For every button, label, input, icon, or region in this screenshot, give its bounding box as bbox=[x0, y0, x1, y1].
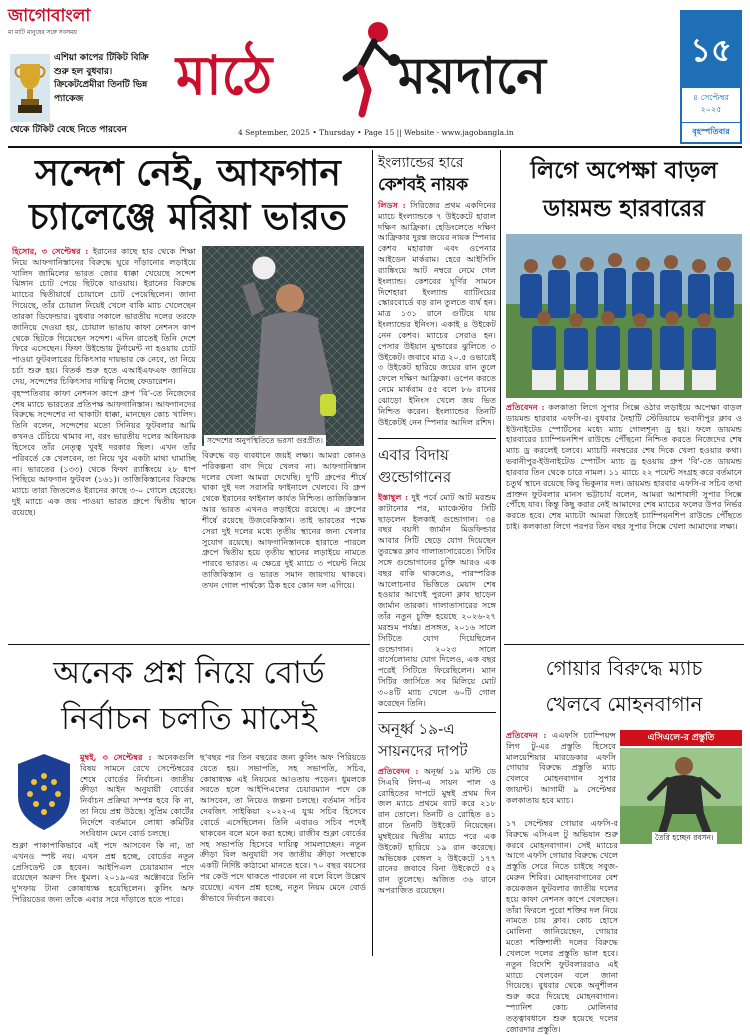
board-body-col1 bbox=[80, 752, 194, 838]
info-line: 4 September, 2025 • Thursday • Page 15 || Website - www.jagobangla.in bbox=[238, 128, 514, 137]
india-body-text: ইরানের কাছে হার থেকে শিক্ষা নিয়ে আফগানিস্তানের বিরুদ্ধে ঘুরে দাঁড়ানোর লড়াইয়ে খালিদ জামিলের ভারত জোর ধাক্কা খেয়েছে সন্দেশ ঝিঙ্গান চোট পেয়ে ছিটকে যাওয়ায়। ইরানের বিরুদ্ধে ম্যাচের দ্বিতীয়ার্ধে চোয়ালে চোট পেয়েছিলেন। জানা গিয়েছে, তাঁর চোয়াল নিয়েই খেলে বাকি ম্যাচ খেলেছেন তারকা ডিফেন্ডার। বুধবার সকালে ভারতীয় দলের তরফে জানিয়ে দেওয়া হয়, চোয়াল ভাঙায় কাফা নেশনস কাপ থেকে ছিটকে গিয়েছেন সন্দেশ। এদিন রাতেই তিনি দেশে ফিরে এসেছেন। ফিফা উইন্ডোয় টুর্নামেন্ট না হওয়ায় চোট পাওয়া ফুটবলারের চিকিৎসার দায়ভার কে নেবে, তা নিয়ে চর্চা শুরু হয়। বিতর্ক শুরু হতে এআইএফএফ জানিয়ে দেয়, সন্দেশের চিকিৎসার দায়িত্ব নিচ্ছে ফেডারেশন। bbox=[12, 246, 196, 386]
gundogan-headline-line1: এবার বিদায় bbox=[378, 446, 449, 464]
section-title bbox=[176, 20, 586, 120]
mohun-dateline: প্রতিবেদন : bbox=[506, 730, 547, 740]
india-goalkeeper-photo bbox=[202, 246, 364, 446]
england-bottom-rule bbox=[378, 438, 496, 439]
u19-headline-line1: অনূর্ধ্ব ১৯-এ bbox=[378, 720, 455, 738]
board-body-col1b: শুক্লা পাকাপাকিভাবে এই পদে আসবেন কি না, তা এখনও স্পষ্ট নয়। এখন প্রশ্ন হচ্ছে, বোর্ডের নতুন প্রেসিডেন্ট কে হবেন। আইপিএল চেয়ারম্যান পদে রয়েছেন অরুণ সিং ধুমল। ২০১৯-এর অক্টোবরে তিনি দু'দফায় টানা কোষাধ্যক্ষ হয়েছিলেন। কুলিং অফ পিরিয়ডের জন্য তাঁকে এবার সরে দাঁড়াতে হতে পারে। bbox=[12, 840, 194, 905]
india-body-col1 bbox=[12, 246, 196, 638]
mohun-badge: এসিএলে-র প্রস্তুতি bbox=[620, 730, 742, 746]
date-text: ৪ সেপ্টেম্বর ২০২৫ bbox=[693, 93, 729, 114]
mohun-body-top bbox=[506, 730, 616, 816]
masthead-rule bbox=[8, 146, 742, 148]
promo-text: এশিয়া কাপের টিকিট বিক্রি শুরু হল বুধবার। ক্রিকেটপ্রেমীরা তিনটি ভিন্ন প্যাকেজ bbox=[54, 53, 149, 104]
date-weekday: বৃহস্পতিবার bbox=[682, 122, 740, 140]
mohun-body-top-text: এএফসি চ্যাম্পিয়ন্স লিগ টু-এর প্রস্তুতি হিসেবে মালয়েশিয়ার মারডেকার এফসি গোয়ার বিরুদ্ধে প্রস্তুতি ম্যাচ খেলবে মোহনবাগান সুপার জায়ান্ট। আগামী ৯ সেপ্টেম্বর কলকাতায় হবে ম্যাচ। bbox=[506, 730, 616, 805]
gundogan-bottom-rule bbox=[378, 712, 496, 713]
england-headline bbox=[378, 152, 496, 198]
england-headline-line1: ইংল্যান্ডের হারে bbox=[378, 155, 464, 171]
mohun-body-continued bbox=[620, 846, 742, 954]
diamond-headline bbox=[504, 152, 744, 230]
promo-bottom: থেকে টিকিট বেছে নিতে পারবেন bbox=[10, 125, 127, 135]
board-headline-line1: অনেক প্রশ্ন নিয়ে বোর্ড bbox=[53, 655, 325, 691]
mohun-headline bbox=[504, 650, 744, 726]
date-box bbox=[680, 10, 742, 144]
u19-body bbox=[378, 766, 496, 954]
diamond-body-text: কলকাতা লিগে সুপার সিক্সে ওঠার লড়াইয়ে অপেক্ষা বাড়ল ডায়মন্ড হারবার এফসি-র। বুধবার নৈহাটি স্টেডিয়ামে ভবানীপুর ক্লাব ও ইউনাইটেড স্পোর্টসের মধ্যে ম্যাচ গোলশূন্য ড্র হয়। ফলে ডায়মন্ড হারবারের চ্যাম্পিয়নশিপ রাউন্ডে পৌঁছনো নিশ্চিত করতে নিজেদের শেষ ম্যাচ ড্র করলেই চলবে। ম্যাচটি নবম্বরের শেষ দিকে খেলা হওয়ার কথা। ভবানীপুর-ইউনাইটেড স্পোর্টস ম্যাচ ড্র হওয়ায় গ্রুপ 'বি'-তে ডায়মন্ড হারবার তিন থেকে চারে নামল। ১১ ম্যাচে ২২ পয়েন্ট সংগ্রহ করে বর্তমানে চতুর্থ স্থানে রয়েছে কিবু ভিকুনার দল। ডায়মন্ড হারবার এফসি-র সচিব তথা প্রাক্তন ফুটবলার মানস ভট্টাচার্য বলেন, আমরা আশাবাদী সুপার সিক্সে পৌঁছে যাব। কিন্তু কিছু করার নেই আমাদের শেষ ম্যাচের ফলের উপর নির্ভর করতে হবে। শেষ ম্যাচটা আমরা জিতেই চ্যাম্পিয়নশিপ রাউন্ডে পৌঁছতে চাই। কলকাতা লিগে পরপর তিন বছর সুপার সিক্সে খেলা আমাদের লক্ষ্য। bbox=[506, 402, 742, 532]
column-divider-left bbox=[372, 150, 373, 956]
mohun-player-photo bbox=[620, 748, 742, 844]
mohun-photo-caption: তৈরি হচ্ছেন রবসন। bbox=[652, 832, 717, 846]
india-body-text-b: বৃহস্পতিবার কাফা নেশনস কাপে গ্রুপ 'বি'-তে নিজেদের শেষ ম্যাচে ভারতের প্রতিপক্ষ আফগানিস্তান। আফগানদের বিরুদ্ধে সন্দেশের না থাকাটা ধাক্কা, মানছেন কোচ খালিদ। তিনি বলেন, সন্দেশের মতো সিনিয়র ফুটবলার আমি কখনও চেঁচিয়ে থামাব না, বরং ভারতীয় দলের অধিনায়ক হিসেবে তাঁর নেতৃত্ব খুবই দরকার ছিল। এখন তাঁর পরিবর্তে কে খেলবেন, তা নিয়ে খুব একটা মাথা ঘামাচ্ছি না। ভারতের (১৩৩) থেকে ফিফা র‍্যাঙ্কিংয়ে ২৮ ধাপ পিছিয়ে আফগান ফুটবল (১৬১)। তাজিকিস্তানের বিরুদ্ধে ম্যাচে তারা জিতলেও ইরানের কাছে ৩-০ গোলে হেরেছে। দুই ম্যাচে এক জয় পাওয়া ভারত গ্রুপে দ্বিতীয় স্থানে রয়েছে। bbox=[12, 387, 196, 517]
india-headline-line2: চ্যালেঞ্জে মরিয়া ভারত bbox=[29, 197, 347, 238]
gundogan-body-text: দুই পর্বে মোট আট মরশুম কাটানোর পর, ম্যাঞ্চেস্টার সিটি ছাড়লেন ইলকাই গুন্ডোগান। ৩৪ বছর বয়সী জার্মান মিডফিল্ডার আবার সিটি ছেড়ে যোগ দিয়েছেন তুরস্কের ক্লাব গালাতাসারেতে। সিটির সঙ্গে গুন্ডোগানের চুক্তি আরও এক বছর বাকি থাকলেও, পারস্পরিক আলোচনার ভিত্তিতে মেয়াদ শেষ হওয়ার আগেই পুরনো ক্লাব ছাড়েন জার্মান তারকা। গালাতাসারের সঙ্গে তাঁর নতুন চুক্তি হয়েছে ২০২৬-২৭ মরশুম পর্যন্ত। প্রসঙ্গত, ২০১৬ সালে সিটিতে যোগ দিয়েছিলেন গুন্ডোগান। ২০২৩ সালে বার্সেলোনায় যোগ দিলেও, এক বছর পরেই সিটিতে ফিরেছিলেন। ম্যান সিটির জার্সিতে সব মিলিয়ে মোট ৩০৪টি ম্যাচ খেলে ৬০টি গোল করেছেন তিনি। bbox=[378, 492, 496, 708]
gundogan-dateline: ইস্তাম্বুল : bbox=[378, 492, 409, 502]
diamond-body bbox=[506, 402, 742, 640]
board-dateline: মুম্বই, ৩ সেপ্টেম্বর : bbox=[80, 752, 152, 762]
board-body-col2: ছ'বছর পর তিন বছরের জন্য কুলিং অফ পিরিয়ডে যেতে হয়। সভাপতি, সহ সভাপতি, সচিব, কোষাধ্যক্ষ এই নিয়মের আওতায় পড়েন। ধুমলকে সরতে হলে আইপিএলের চেয়ারম্যান পদে কে আসবেন, তা নিয়েও জল্পনা চলছে। বর্তমান সচিব দেবজিৎ সাইকিয়া ২০২২-এ যুগ্ম সচিব হিসেবে বোর্ডে এসেছিলেন। তিনি এবারও সচিব পদেই থাকবেন বলে মনে করা হচ্ছে। রাজীব শুক্লা বোর্ডের সহ সভাপতি হিসেবে দায়িত্ব সামলাচ্ছেন। নতুন ক্রীড়া বিল অনুযায়ী সব জাতীয় ক্রীড়া সংস্থাকে একটি নির্দিষ্ট কাঠামো মানতে হবে। ৭০ বছর বয়সের পর কেউ পদে থাকতে পারবেন না বলে বিলে উল্লেখ রয়েছে। এখন প্রশ্ন হচ্ছে, নতুন নিয়ম মেনে বোর্ড কীভাবে নির্বাচন করবে। bbox=[200, 752, 366, 903]
paper-tagline: মা মাটি মানুষের সঙ্গে সবসময় bbox=[8, 29, 77, 36]
diamond-team-photo bbox=[506, 234, 742, 398]
section-title-right: ময়দানে bbox=[398, 47, 546, 105]
gundogan-headline bbox=[378, 444, 496, 490]
india-photo-caption: সন্দেশের অনুপস্থিতিতে ভরসা গুরপ্রীত। bbox=[204, 435, 326, 449]
board-body-text: অনেকগুলি বিষয় সামনে রেখে সেপ্টেম্বরের শেষে বোর্ডের নির্বাচন। জাতীয় ক্রীড়া আইন অনুযায়ী বোর্ডের নির্বাচন প্রক্রিয়া সম্পন্ন হবে কি না, তা নিয়ে প্রশ্ন উঠছে। সুপ্রিম কোর্টের নির্দেশে বর্তমানে লোধা কমিটির সংবিধান মেনে বোর্ড চলছে। bbox=[80, 752, 194, 838]
gundogan-headline-line2: গুন্ডোগানের bbox=[378, 468, 452, 486]
diamond-bottom-rule bbox=[504, 644, 744, 645]
india-bottom-rule bbox=[8, 644, 370, 645]
mohun-body: ১৭ সেপ্টেম্বর গোয়ার এফসি-র বিরুদ্ধে এসিএল টু অভিযান শুরু করবে মোহনবাগান। সেই ম্যাচের আগে এফসি গোয়ার বিরুদ্ধে খেলে প্রস্তুতি সেরে নিতে চাইছে সবুজ-মেরুন শিবির। মোহনবাগানের বেশ কয়েকজন ফুটবলার জাতীয় দলের হয়ে কাফা নেশনস কাপে খেলছেন। তাঁরা ফিরলে পুরো শক্তির দল নিয়ে নামতে চায় ক্লাব। কোচ হোসে মোলিনা জানিয়েছেন, গোয়ার মতো শক্তিশালী দলের বিরুদ্ধে খেললে দলের প্রস্তুতি ভাল হবে। নতুন বিদেশি ফুটবলাররাও এই ম্যাচে খেলবেন বলে জানা গিয়েছে। বুধবার থেকে অনুশীলন শুরু করে দিয়েছে মোহনবাগান। স্প্যানিশ কোচ মোলিনার তত্ত্বাবধানে শুরু হয়েছে দলের জোরদার প্রস্তুতি। bbox=[506, 818, 618, 1034]
football-player-icon bbox=[324, 20, 400, 118]
mohun-headline-line1: গোয়ার বিরুদ্ধে ম্যাচ bbox=[545, 656, 703, 680]
section-title-left: মাঠে bbox=[176, 44, 273, 107]
column-divider-right bbox=[500, 150, 501, 956]
england-body bbox=[378, 200, 496, 432]
india-headline bbox=[8, 152, 368, 242]
paper-logo-block bbox=[8, 6, 138, 50]
u19-body-text: অনূর্ধ্ব ১৯ মাল্টি ডে সিএবি লিগ-এ সায়ন পাল ও রোহিতের দাপটে মুম্বই প্রথম দিন জল ম্যাচে প্রথমে ব্যাট করে ২১৮ রান তোলে। তিনটি ও রোহিত ৪১ রানে তিনটি উইকেট নিয়েছেন। মুম্বইয়ের দ্বিতীয় ম্যাচে পরে এক উইকেট হারিয়ে ১৯ রান করেছে। অভিষেক বেঙ্গল ২ উইকেটে ১৭৭ রানের জবাবে বিনা উইকেটে ৫২ রান তুলেছে। অজিত ৩৬ রানে অপরাজিত রয়েছেন। bbox=[378, 766, 497, 896]
england-body-text: সিরিজের প্রথম একদিনের ম্যাচে ইংল্যান্ডকে ৭ উইকেটে হারাল দক্ষিণ আফ্রিকা। হেডিংলেতে দক্ষিণ আফ্রিকার দুরন্ত জয়ের নায়ক স্পিনার কেশব মহারাজ এবং ওপেনার আইডেন মার্করাম। হেরে আইসিসি র‍্যাঙ্কিংয়ে আট নম্বরে নেমে গেল ইংল্যান্ড। কেশবের ঘূর্ণির সামনে দিশেহারা ইংল্যান্ড ব্যাটিংয়ের স্কোরবোর্ডে বড় রান তুলতে ব্যর্থ হন। মাত্র ১৩১ রানে গুটিয়ে যায় ইংল্যান্ডের ইনিংস। একাই ৪ উইকেট নেন কেশব। ম্যাচের সেরাও হন। পেসার উইয়ান মুল্ডারের ঝুলিতে ৩ উইকেট। জবাবে মাত্র ২০.৫ ওভারেই ৩ উইকেট হারিয়ে জয়ের রান তুলে ফেলে দক্ষিণ আফ্রিকা। ওপেন করতে নেমে মার্করাম ৫৫ বলে ৮৬ রানের ঝোড়ো ইনিংস খেলে জয় ভিত নিশ্চিত করেন। ইংল্যান্ডের তিনটি উইকেটই নেন স্পিনার আদিল রশিদ। bbox=[378, 200, 496, 427]
diamond-dateline: প্রতিবেদন : bbox=[506, 402, 545, 412]
u19-headline bbox=[378, 718, 496, 764]
u19-headline-line2: সায়নদের দাপট bbox=[378, 742, 468, 760]
england-headline-line2: কেশবই নায়ক bbox=[378, 175, 469, 195]
paper-logo: জাগোবাংলা bbox=[8, 6, 91, 26]
mohun-headline-line2: খেলবে মোহনবাগান bbox=[545, 692, 703, 716]
promo-trophy-image bbox=[10, 54, 50, 122]
diamond-headline-line2: ডায়মন্ড হারবারের bbox=[543, 196, 705, 222]
india-headline-line1: সন্দেশ নেই, আফগান bbox=[35, 153, 341, 194]
date-day-number: ১৫ bbox=[682, 12, 740, 88]
board-headline-line2: নির্বাচন চলতি মাসেই bbox=[61, 701, 317, 737]
board-headline bbox=[8, 650, 370, 746]
india-dateline: হিসোর, ৩ সেপ্টেম্বর : bbox=[12, 246, 89, 256]
diamond-headline-line1: লিগে অপেক্ষা বাড়ল bbox=[530, 158, 718, 184]
england-dateline: লিডস : bbox=[378, 200, 406, 210]
u19-dateline: প্রতিবেদন : bbox=[378, 766, 419, 776]
gundogan-body bbox=[378, 492, 496, 706]
india-body-bottom: বিরুদ্ধে বড় ব্যবধানে জয়ই লক্ষ্য। আমরা কোনও পরিকল্পনা বাদ দিয়ে খেলব না। আফগানিস্তান দলের খেলা আমরা দেখেছি। দু'টি গ্রুপের শীর্ষে থাকা দুই দল সরাসরি ফাইনালে খেলবে। বি গ্রুপ থেকে ইরানের ফাইনাল কার্যত নিশ্চিত। তাজিকিস্তান আর ভারত এখনও লড়াইয়ে রয়েছে। এ গ্রুপের শীর্ষে রয়েছে উজবেকিস্তান। তাই ভারতের পক্ষে সেরা দুই দলের মধ্যে তৃতীয় স্থানের জন্য খেলার সুযোগ রয়েছে। আফগানিস্তানকে হারাতে পারলে গ্রুপে দ্বিতীয় হয়ে তৃতীয় স্থানের লড়াইয়ে নামতে পারবে ভারত। এ ক্ষেত্রে দুই ম্যাচে ৩ পয়েন্ট নিয়ে তাজিকিস্তান ও ভারত সমান জায়গায় থাকবে। তখন গোল পার্থক্যে ঠিক হবে কোন দল এগিয়ে। bbox=[202, 450, 366, 590]
bcci-logo bbox=[12, 752, 76, 832]
